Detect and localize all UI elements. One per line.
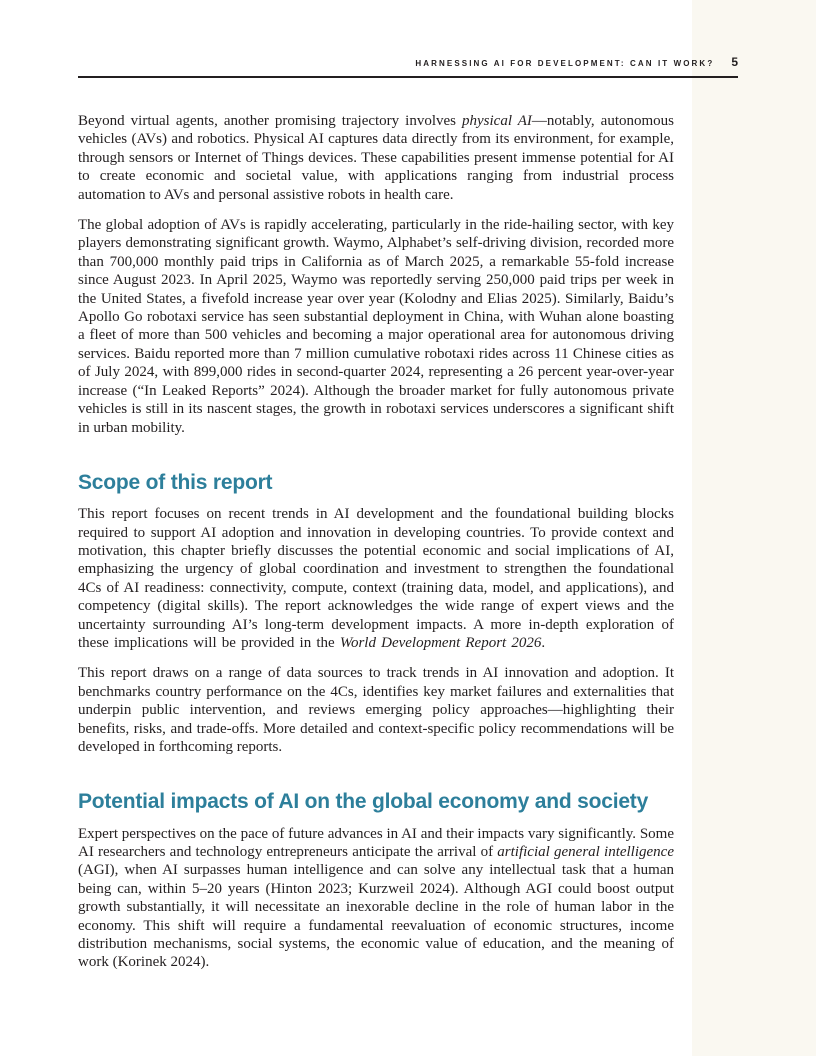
paragraph-av-adoption: The global adoption of AVs is rapidly accelerating, particularly in the ride-hailing sector, with key players demonstrating significant growth. Waymo, Alphabet’s self-driving division, recorded more than 700,000 monthly paid trips in California as of March 2025, a remarkable 55-fold increase since August 2023. In April 2025, Waymo was reportedly serving 250,000 paid trips per week in the United States, a fivefold increase year over year (Kolodny and Elias 2025). Similarly, Baidu’s Apollo Go robotaxi service has seen substantial deployment in China, with Wuhan alone boasting a fleet of more than 500 vehicles and becoming a major operational area for autonomous driving services. Baidu reported more than 7 million cumulative robotaxi rides across 11 Chinese cities as of July 2024, with 899,000 rides in second-quarter 2024, representing a 26 percent year-over-year increase (“In Leaked Reports” 2024). Although the broader market for fully autonomous private vehicles is still in its nascent stages, the growth in robotaxi services underscores a significant shift in urban mobility. (78, 217, 674, 436)
page-number: 5 (731, 55, 738, 69)
section-heading-impacts: Potential impacts of AI on the global economy and society (78, 790, 649, 814)
page-content (78, 112, 674, 984)
paragraph-report-sources: This report draws on a range of data sources to track trends in AI innovation and adoption. It benchmarks country performance on the 4Cs, identifies key market failures and externalities that underpin public intervention, and reviews emerging policy approaches—highlighting their benefits, risks, and trade-offs. More detailed and context-specific policy recommendations will be developed in forthcoming reports. (78, 665, 674, 755)
paragraph-report-focus: This report focuses on recent trends in AI development and the foundational building blocks required to support AI adoption and innovation in developing countries. To provide context and motivation, this chapter briefly discusses the potential economic and social implications of AI, emphasizing the urgency of global coordination and investment to strengthen the foundational 4Cs of AI readiness: connectivity, compute, context (training data, model, and applications), and competency (digital skills). The report acknowledges the wide range of expert views and the uncertainty surrounding AI’s long-term development impacts. A more in-depth exploration of these implications will be provided in the World Development Report 2026. (78, 506, 674, 651)
paragraph-physical-ai: Beyond virtual agents, another promising trajectory involves physical AI—notably, autonomous vehicles (AVs) and robotics. Physical AI captures data directly from its environment, for example, through sensors or Internet of Things devices. These capabilities present immense potential for AI to create economic and societal value, with applications ranging from industrial process automation to AVs and personal assistive robots in health care. (78, 113, 675, 203)
running-header-title: HARNESSING AI FOR DEVELOPMENT: CAN IT WORK? (415, 59, 715, 68)
paragraph-expert-perspectives: Expert perspectives on the pace of future advances in AI and their impacts vary significantly. Some AI researchers and technology entrepreneurs anticipate the arrival of artificial general intelligence (AGI), when AI surpasses human intelligence and can solve any intellectual task that a human being can, within 5–20 years (Hinton 2023; Kurzweil 2024). Although AGI could boost output growth substantially, it will necessitate an inexorable decline in the role of human labor in the economy. This shift will require a fundamental reevaluation of economic structures, income distribution mechanisms, social systems, the economic value of education, and the meaning of work (Korinek 2024). (78, 825, 674, 971)
page-right-margin-tint (692, 0, 816, 1056)
running-header (78, 55, 738, 78)
section-heading-scope: Scope of this report (78, 470, 273, 494)
